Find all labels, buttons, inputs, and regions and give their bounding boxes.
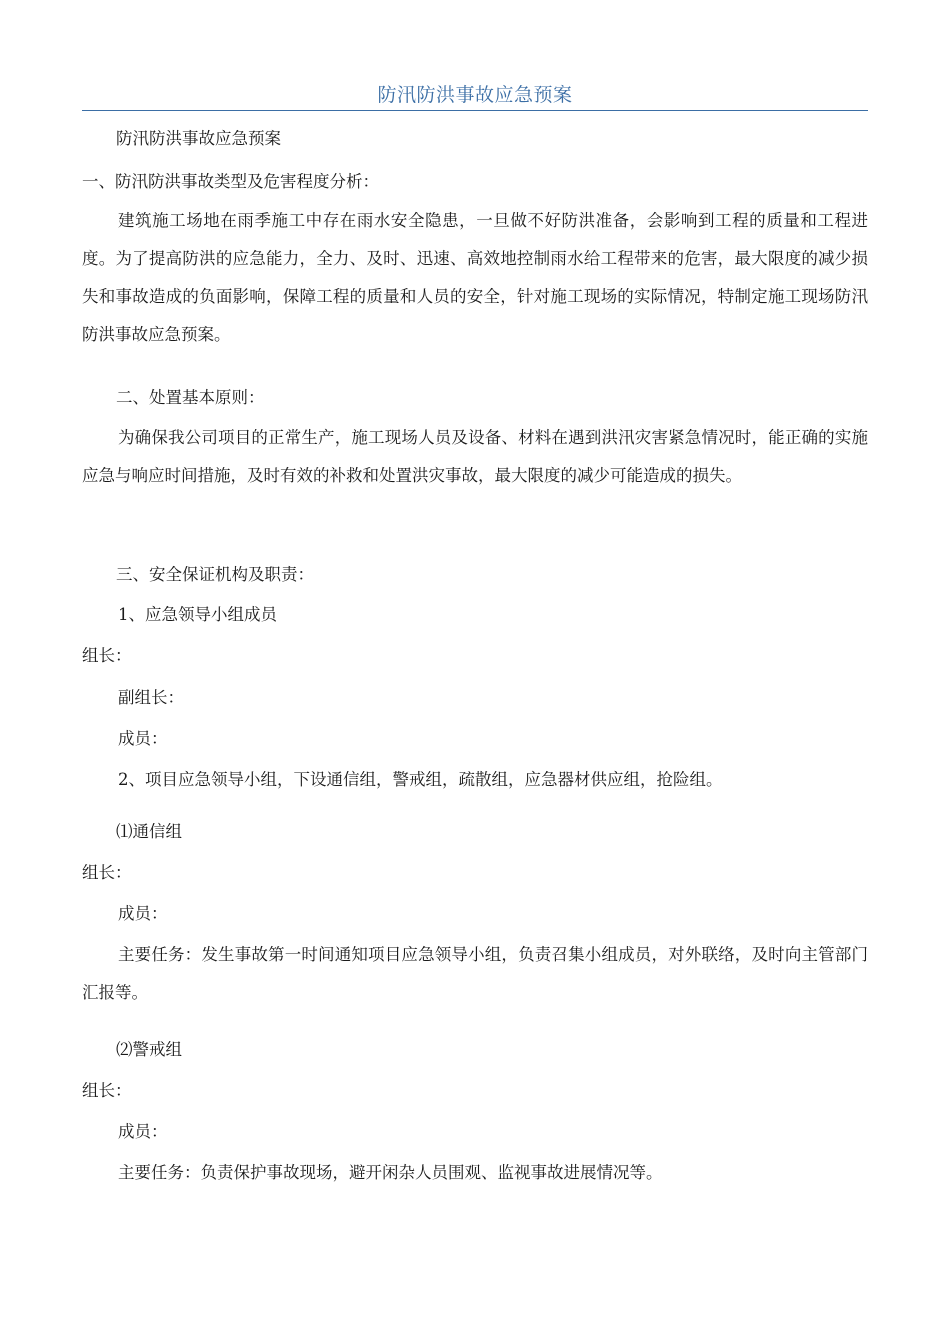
group-2-leader-label: 组长： — [82, 1081, 132, 1100]
deputy-leader-label: 副组长： — [118, 688, 184, 707]
item-1-heading: 1、应急领导小组成员 — [118, 605, 277, 624]
group-1-member-label: 成员： — [118, 904, 168, 923]
group-2-task: 主要任务：负责保护事故现场，避开闲杂人员围观、监视事故进展情况等。 — [118, 1163, 663, 1182]
section-1-heading: 一、防汛防洪事故类型及危害程度分析： — [82, 172, 379, 191]
document-title: 防汛防洪事故应急预案 — [116, 129, 281, 148]
section-2-paragraph: 为确保我公司项目的正常生产，施工现场人员及设备、材料在遇到洪汛灾害紧急情况时，能正确的实施应急与响应时间措施，及时有效的补救和处置洪灾事故，最大限度的减少可能造成的损失。 — [82, 428, 868, 485]
group-1-task: 主要任务：发生事故第一时间通知项目应急领导小组，负责召集小组成员，对外联络，及时向主管部门汇报等。 — [82, 945, 868, 1002]
member-label: 成员： — [118, 729, 168, 748]
page-header — [82, 82, 868, 111]
header-title: 防汛防洪事故应急预案 — [377, 84, 573, 106]
item-2-heading: 2、项目应急领导小组，下设通信组，警戒组，疏散组，应急器材供应组，抢险组。 — [118, 770, 723, 789]
leader-label: 组长： — [82, 646, 132, 665]
group-2-member-label: 成员： — [118, 1122, 168, 1141]
group-2-heading: ⑵警戒组 — [116, 1040, 182, 1059]
section-3-heading: 三、安全保证机构及职责： — [116, 565, 314, 584]
group-1-leader-label: 组长： — [82, 863, 132, 882]
section-1-paragraph: 建筑施工场地在雨季施工中存在雨水安全隐患，一旦做不好防洪准备，会影响到工程的质量和工程进度。为了提高防洪的应急能力，全力、及时、迅速、高效地控制雨水给工程带来的危害，最大限度的减少损失和事故造成的负面影响，保障工程的质量和人员的安全，针对施工现场的实际情况，特制定施工现场防汛防洪事故应急预案。 — [82, 211, 868, 344]
group-1-heading: ⑴通信组 — [116, 822, 182, 841]
section-2-heading: 二、处置基本原则： — [116, 388, 265, 407]
